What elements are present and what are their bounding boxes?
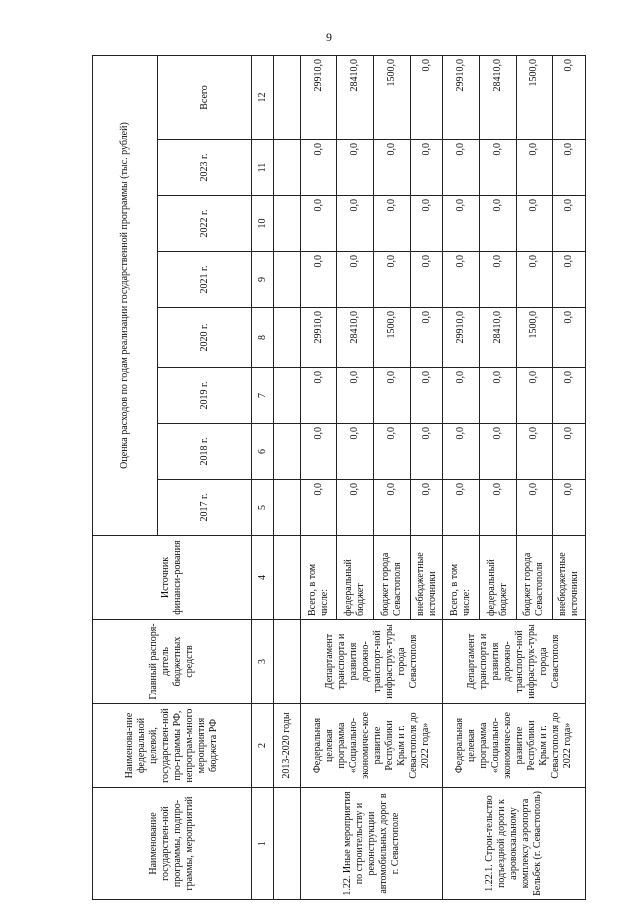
period-empty-cell — [274, 196, 300, 252]
funding-source: Всего, в том числе: — [300, 536, 337, 620]
header-year: 2020 г. — [158, 308, 252, 368]
budget-manager: Департамент транспорта и развития дорожно-транспорт-ной инфраструк-туры города Севастополя — [300, 620, 443, 704]
year-value: 1500,0 — [516, 308, 553, 368]
column-number: 1 — [251, 788, 273, 900]
column-number: 7 — [251, 368, 273, 424]
year-value: 0,0 — [374, 196, 411, 252]
period-empty-cell — [274, 308, 300, 368]
year-value: 0,0 — [516, 368, 553, 424]
column-number: 2 — [251, 704, 273, 788]
year-value: 0,0 — [337, 252, 374, 308]
year-value: 0,0 — [516, 196, 553, 252]
year-value: 0,0 — [443, 140, 480, 196]
header-year: 2021 г. — [158, 252, 252, 308]
total-value: 0,0 — [410, 56, 443, 140]
year-value: 0,0 — [337, 140, 374, 196]
period-empty-cell — [274, 56, 300, 140]
year-value: 0,0 — [479, 196, 516, 252]
column-number: 11 — [251, 140, 273, 196]
federal-program: Федеральная целевая программа «Социально-экономичес-кое развитие Республики Крым и г. Севастополя до 2022 года» — [443, 704, 586, 788]
item-name: 1.22.1. Строи-тельство подъездной дороги к аэровокзальному комплексу аэропорта Бельбек (г. Севастополь) — [443, 788, 586, 900]
header-year: 2022 г. — [158, 196, 252, 252]
year-value: 29910,0 — [443, 308, 480, 368]
year-value: 0,0 — [337, 368, 374, 424]
year-value: 0,0 — [410, 424, 443, 480]
column-number: 12 — [251, 56, 273, 140]
year-value: 0,0 — [553, 424, 586, 480]
year-value: 0,0 — [553, 308, 586, 368]
budget-table — [92, 55, 586, 900]
year-value: 0,0 — [516, 424, 553, 480]
year-value: 0,0 — [374, 368, 411, 424]
total-value: 0,0 — [553, 56, 586, 140]
funding-source: федеральный бюджет — [479, 536, 516, 620]
total-value: 29910,0 — [300, 56, 337, 140]
column-number: 8 — [251, 308, 273, 368]
year-value: 0,0 — [553, 196, 586, 252]
year-value: 0,0 — [516, 140, 553, 196]
period-empty-cell — [274, 140, 300, 196]
year-value: 0,0 — [300, 140, 337, 196]
funding-source: бюджет города Севастополя — [374, 536, 411, 620]
funding-source: внебюджетные источники — [410, 536, 443, 620]
header-year: 2018 г. — [158, 424, 252, 480]
year-value: 0,0 — [410, 368, 443, 424]
column-number: 5 — [251, 480, 273, 536]
year-value: 0,0 — [300, 480, 337, 536]
year-value: 0,0 — [553, 140, 586, 196]
column-numbers-row — [251, 56, 273, 900]
period-empty-cell — [274, 620, 300, 704]
funding-source: Всего, в том числе: — [443, 536, 480, 620]
header-group-row — [93, 56, 158, 900]
year-value: 0,0 — [443, 480, 480, 536]
year-value: 0,0 — [479, 424, 516, 480]
year-value: 0,0 — [479, 140, 516, 196]
page-number: 9 — [326, 30, 332, 44]
funding-source: бюджет города Севастополя — [516, 536, 553, 620]
year-value: 0,0 — [410, 308, 443, 368]
header-estimate-group: Оценка расходов по годам реализации государственной программы (тыс. рублей) — [93, 56, 158, 536]
year-value: 0,0 — [443, 424, 480, 480]
column-number: 9 — [251, 252, 273, 308]
header-name: Наименование государствен-ной программы, подпро-граммы, мероприятий — [93, 788, 252, 900]
year-value: 0,0 — [443, 196, 480, 252]
period-row — [274, 56, 300, 900]
period-empty-cell — [274, 252, 300, 308]
year-value: 0,0 — [374, 424, 411, 480]
year-value: 0,0 — [337, 480, 374, 536]
header-source: Источник финанси-рования — [93, 536, 252, 620]
period-spacer — [274, 788, 300, 900]
total-value: 28410,0 — [479, 56, 516, 140]
year-value: 0,0 — [374, 140, 411, 196]
year-value: 0,0 — [479, 480, 516, 536]
column-number: 4 — [251, 536, 273, 620]
year-value: 0,0 — [410, 480, 443, 536]
total-value: 28410,0 — [337, 56, 374, 140]
year-value: 0,0 — [374, 252, 411, 308]
year-value: 0,0 — [410, 252, 443, 308]
year-value: 0,0 — [300, 196, 337, 252]
period-empty-cell — [274, 424, 300, 480]
year-value: 0,0 — [443, 252, 480, 308]
year-value: 0,0 — [300, 424, 337, 480]
column-number: 10 — [251, 196, 273, 252]
year-value: 0,0 — [516, 252, 553, 308]
header-program: Наименова-ние федеральной целевой, государствен-ной про-граммы РФ, непрограм-много мероприятия бюджета РФ — [93, 704, 252, 788]
year-value: 28410,0 — [479, 308, 516, 368]
year-value: 29910,0 — [300, 308, 337, 368]
header-manager: Главный распоря-дитель бюджетных средств — [93, 620, 252, 704]
data-row — [443, 56, 480, 900]
funding-source: федеральный бюджет — [337, 536, 374, 620]
year-value: 0,0 — [479, 252, 516, 308]
total-value: 1500,0 — [374, 56, 411, 140]
federal-program: Федеральная целевая программа «Социально-экономичес-кое развитие Республики Крым и г. Севастополя до 2022 года» — [300, 704, 443, 788]
header-total: Всего — [158, 56, 252, 140]
year-value: 0,0 — [553, 368, 586, 424]
column-number: 3 — [251, 620, 273, 704]
header-year: 2023 г. — [158, 140, 252, 196]
period-empty-cell — [274, 536, 300, 620]
funding-source: внебюджетные источники — [553, 536, 586, 620]
year-value: 0,0 — [374, 480, 411, 536]
year-value: 28410,0 — [337, 308, 374, 368]
column-number: 6 — [251, 424, 273, 480]
header-year: 2017 г. — [158, 480, 252, 536]
year-value: 0,0 — [300, 252, 337, 308]
year-value: 0,0 — [553, 252, 586, 308]
item-name: 1.22. Иные мероприятия по строительству и реконструкции автомобильных дорог в г. Севастополе — [300, 788, 443, 900]
year-value: 0,0 — [443, 368, 480, 424]
year-value: 0,0 — [479, 368, 516, 424]
year-value: 0,0 — [553, 480, 586, 536]
period-empty-cell — [274, 480, 300, 536]
period-empty-cell — [274, 368, 300, 424]
total-value: 29910,0 — [443, 56, 480, 140]
year-value: 0,0 — [516, 480, 553, 536]
year-value: 0,0 — [410, 140, 443, 196]
year-value: 0,0 — [300, 368, 337, 424]
year-value: 0,0 — [337, 424, 374, 480]
rotated-table-wrapper — [92, 56, 586, 900]
year-value: 1500,0 — [374, 308, 411, 368]
year-value: 0,0 — [337, 196, 374, 252]
data-row — [300, 56, 337, 900]
budget-manager: Департамент транспорта и развития дорожно-транспорт-ной инфраструк-туры города Севастополя — [443, 620, 586, 704]
year-value: 0,0 — [410, 196, 443, 252]
total-value: 1500,0 — [516, 56, 553, 140]
header-year: 2019 г. — [158, 368, 252, 424]
period-label: 2013-2020 годы — [274, 704, 300, 788]
